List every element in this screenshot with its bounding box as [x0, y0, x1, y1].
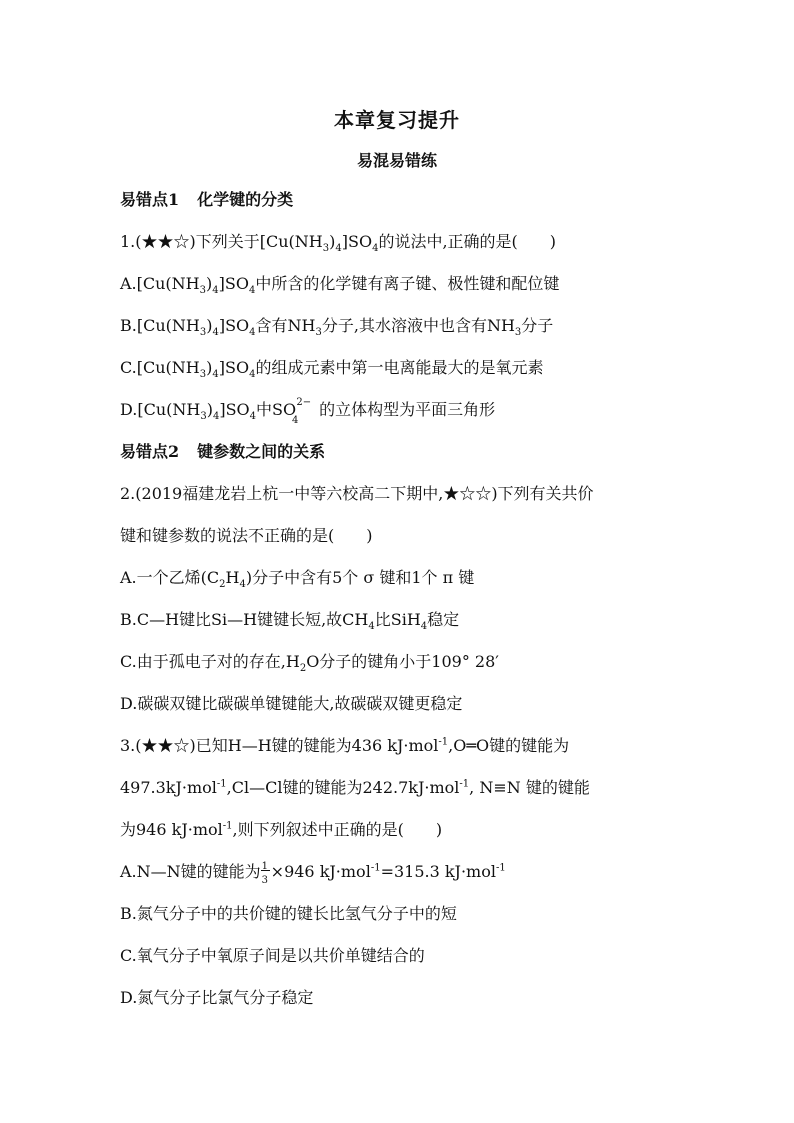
question-3-option-b: B.氮气分子中的共价键的键长比氢气分子中的短 [120, 904, 457, 923]
question-1-option-b: $B.[Cu(NH_3)_4]SO_4$含有$NH_3$分子,其水溶液中也含有$NH_3$分子 [120, 316, 554, 339]
question-2-option-d: D.碳碳双键比碳碳单键键能大,故碳碳双键更稳定 [120, 694, 463, 713]
section-heading-1: 易错点1 化学键的分类 [120, 190, 294, 209]
question-3-stem-line-3: 为946 kJ·mol$^{-1}$,则下列叙述中正确的是( ) [120, 820, 443, 839]
page-subtitle: 易混易错练 [356, 151, 437, 170]
section-heading-2: 易错点2 键参数之间的关系 [120, 442, 326, 461]
question-1-option-d: $D.[Cu(NH_3)_4]SO_4$中 SO $_4^{2-}$ 的立体构型为平面三角形 [120, 396, 496, 427]
question-3-option-c: C.氧气分子中氧原子间是以共价单键结合的 [120, 946, 425, 965]
question-2-option-c: C.由于孤电子对的存在$,H_2O$分子的键角小于109° 28′ [120, 652, 499, 675]
question-3-stem-line-1: 3.(★★☆)已知H—H键的键能为436 kJ·mol$^{-1}$,O═O键的键能为 [120, 736, 570, 755]
question-1-option-a: $A.[Cu(NH_3)_4]SO_4$中所含的化学键有离子键、极性键和配位键 [120, 274, 560, 297]
question-2-stem-line-1: 2.(2019福建龙岩上杭一中等六校高二下期中,★☆☆)下列有关共价 [120, 484, 594, 503]
question-2-option-b: B.C—H键比Si—H键键长短,故$CH_4$比SiH$_4$稳定 [120, 610, 460, 633]
question-1-stem: 1.(★★☆)下列关于$[Cu(NH_3)_4]SO_4$的说法中,正确的是( ) [120, 232, 557, 255]
fraction-one-third: 1 3 [261, 861, 269, 886]
question-3-option-a: A.N—N键的键能为 1 3 ×946 kJ·mol$^{-1}$=315.3 kJ·mol$^{-1}$ [120, 861, 506, 886]
sulfate-ion-formula: SO [272, 400, 297, 419]
question-3-stem-line-2: 497.3kJ·mol$^{-1}$,Cl—Cl键的键能为242.7kJ·mol$^{-1}$, N≡N 键的键能 [120, 778, 590, 797]
question-1-option-c: $C.[Cu(NH_3)_4]SO_4$的组成元素中第一电离能最大的是氧元素 [120, 358, 544, 381]
page-title: 本章复习提升 [334, 108, 460, 132]
question-2-option-a: A.一个乙烯$(C_2H_4)$分子中含有5个 σ 键和1个 π 键 [120, 568, 475, 591]
question-3-option-d: D.氮气分子比氯气分子稳定 [120, 988, 314, 1007]
question-2-stem-line-2: 键和键参数的说法不正确的是( ) [120, 526, 373, 545]
